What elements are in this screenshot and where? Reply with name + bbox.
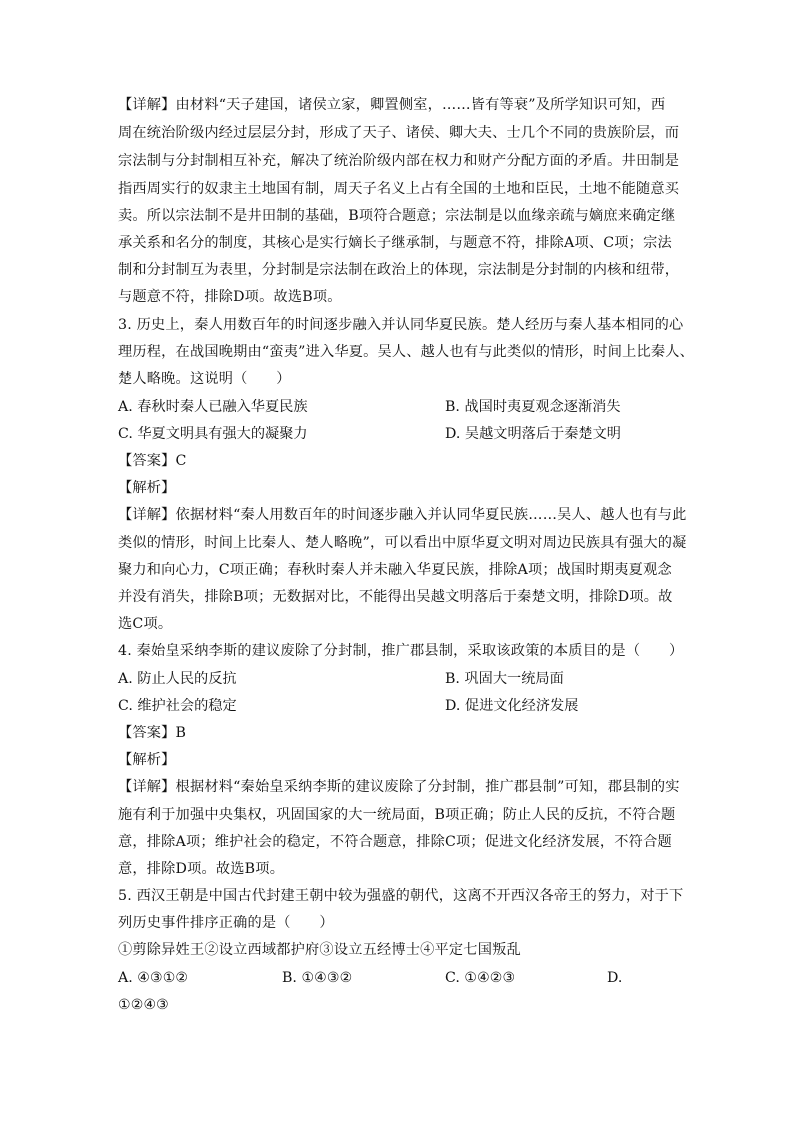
q3-option-a: A. 春秋时秦人已融入华夏民族 xyxy=(118,399,308,415)
q5-option-d: D. xyxy=(607,970,623,986)
q4-stem-line: 4. 秦始皇采纳李斯的建议废除了分封制，推广郡县制，采取该政策的本质目的是（ ） xyxy=(118,643,684,659)
q5-stem-line: 列历史事件排序正确的是（ ） xyxy=(118,915,334,931)
q4-explain-line: 施有利于加强中央集权，巩固国家的大一统局面，B项正确；防止人民的反抗，不符合题 xyxy=(118,807,676,823)
q4-answer: 【答案】B xyxy=(118,725,187,741)
q3-stem-line: 楚人略晚。这说明（ ） xyxy=(118,371,291,387)
q3-explain-line: 聚力和向心力，C项正确；春秋时秦人并未融入华夏民族，排除A项；战国时期夷夏观念 xyxy=(118,562,672,578)
q4-explain-line: 意，排除D项。故选B项。 xyxy=(118,861,285,877)
q3-option-d: D. 吴越文明落后于秦楚文明 xyxy=(445,426,621,442)
q2-explain-line: 制和分封制互为表里，分封制是宗法制在政治上的体现，宗法制是分封制的内核和纽带， xyxy=(118,262,680,278)
q4-option-a: A. 防止人民的反抗 xyxy=(118,671,237,687)
q3-explain-line: 选C项。 xyxy=(118,616,173,632)
q5-option-a: A. ④③①② xyxy=(118,970,189,986)
q5-option-c: C. ①④②③ xyxy=(445,970,516,986)
q2-explain-line: 卖。所以宗法制不是井田制的基础，B项符合题意；宗法制是以血缘亲疏与嫡庶来确定继 xyxy=(118,208,676,224)
q2-explain-line: 承关系和名分的制度，其核心是实行嫡长子继承制，与题意不符，排除A项、C项；宗法 xyxy=(118,235,672,251)
q3-explain-line: 并没有消失，排除B项；无数据对比，不能得出吴越文明落后于秦楚文明，排除D项。故 xyxy=(118,589,673,605)
q3-stem-line: 3. 历史上，秦人用数百年的时间逐步融入并认同华夏民族。楚人经历与秦人基本相同的心 xyxy=(118,317,684,333)
q3-explain-line: 【详解】依据材料“秦人用数百年的时间逐步融入并认同华夏民族……吴人、越人也有与此 xyxy=(118,507,687,523)
q3-explain-line: 类似的情形，时间上比秦人、楚人略晚”，可以看出中原华夏文明对周边民族具有强大的凝 xyxy=(118,535,687,551)
q4-option-d: D. 促进文化经济发展 xyxy=(445,698,579,714)
q5-stem-line: ①剪除异姓王②设立西域都护府③设立五经博士④平定七国叛乱 xyxy=(118,942,521,958)
q3-option-c: C. 华夏文明具有强大的凝聚力 xyxy=(118,426,308,442)
q2-explain-line: 宗法制与分封制相互补充，解决了统治阶级内部在权力和财产分配方面的矛盾。井田制是 xyxy=(118,153,680,169)
q2-explain-line: 【详解】由材料“天子建国，诸侯立家，卿置侧室，……皆有等衰”及所学知识可知，西 xyxy=(118,97,666,113)
q4-analysis-label: 【解析】 xyxy=(118,752,176,768)
q4-explain-line: 意，排除A项；维护社会的稳定，不符合题意，排除C项；促进文化经济发展，不符合题 xyxy=(118,834,672,850)
q2-explain-line: 指西周实行的奴隶主土地国有制，周天子名义上占有全国的土地和臣民，土地不能随意买 xyxy=(118,181,680,197)
q3-stem-line: 理历程，在战国晚期由“蛮夷”进入华夏。吴人、越人也有与此类似的情形，时间上比秦人、 xyxy=(118,344,695,360)
q3-option-b: B. 战国时夷夏观念逐渐消失 xyxy=(445,399,621,415)
q2-explain-line: 与题意不符，排除D项。故选B项。 xyxy=(118,289,342,305)
q5-option-d-continued: ①②④③ xyxy=(118,997,169,1013)
q4-explain-line: 【详解】根据材料“秦始皇采纳李斯的建议废除了分封制，推广郡县制”可知，郡县制的实 xyxy=(118,779,680,795)
q3-analysis-label: 【解析】 xyxy=(118,480,176,496)
q5-option-b: B. ①④③② xyxy=(282,970,353,986)
q3-answer: 【答案】C xyxy=(118,453,187,469)
q4-option-c: C. 维护社会的稳定 xyxy=(118,698,237,714)
q5-stem-line: 5. 西汉王朝是中国古代封建王朝中较为强盛的朝代，这离不开西汉各帝王的努力，对于下 xyxy=(118,888,684,904)
q2-explain-line: 周在统治阶级内经过层层分封，形成了天子、诸侯、卿大夫、士几个不同的贵族阶层，而 xyxy=(118,125,680,141)
q4-option-b: B. 巩固大一统局面 xyxy=(445,671,564,687)
